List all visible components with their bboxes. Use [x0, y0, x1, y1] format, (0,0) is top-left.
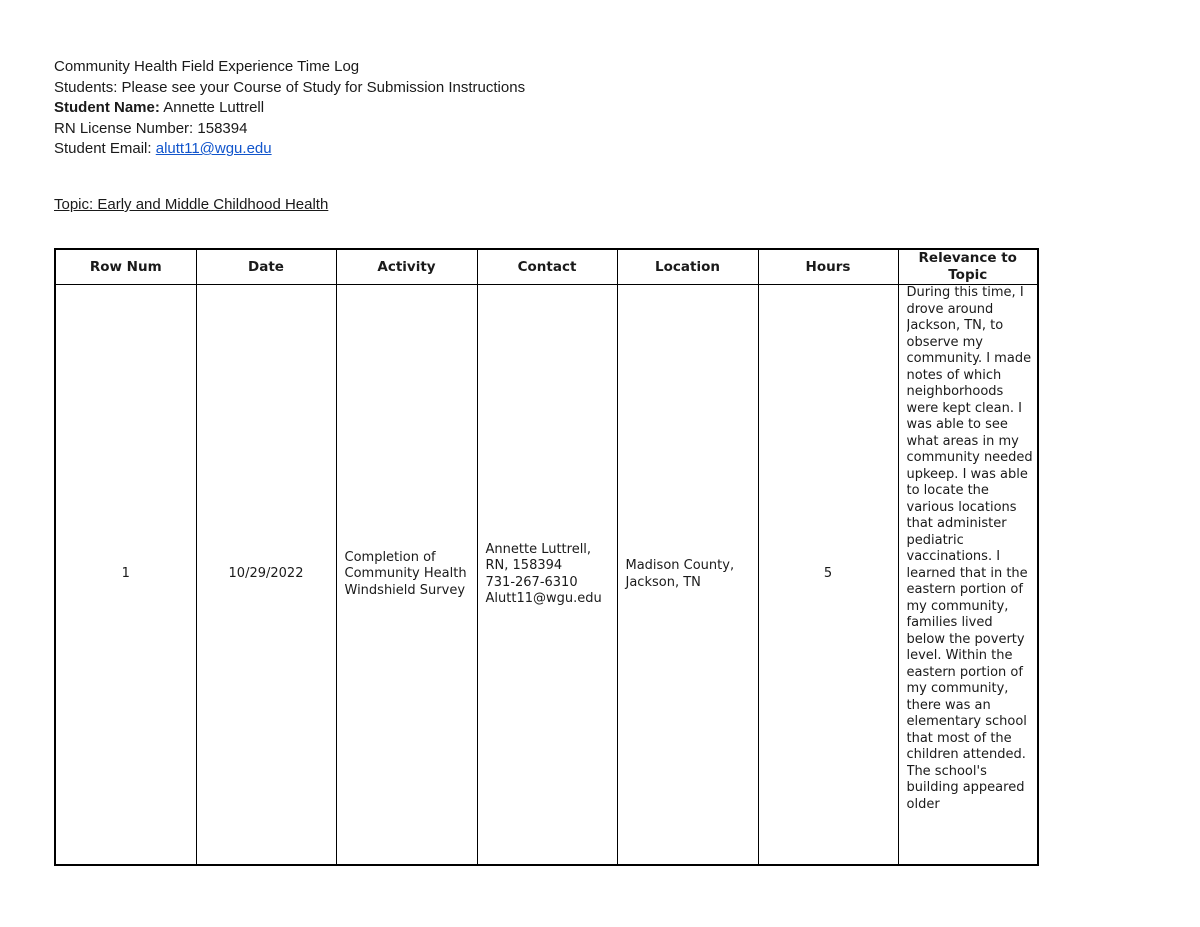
student-name-value: Annette Luttrell [163, 99, 265, 116]
student-name-label: Student Name: [54, 99, 160, 116]
email-label: Student Email: [54, 140, 152, 157]
column-header-location: Location [617, 249, 758, 285]
cell-activity: Completion of Community Health Windshield Survey [336, 285, 477, 866]
column-header-date: Date [196, 249, 336, 285]
topic-heading: Topic: Early and Middle Childhood Health [54, 196, 329, 213]
document-title: Community Health Field Experience Time Log [54, 58, 360, 75]
contact-email: Alutt11@wgu.edu [485, 591, 602, 606]
contact-phone: 731-267-6310 [485, 574, 578, 590]
cell-hours: 5 [758, 285, 898, 866]
email-link[interactable]: alutt11@wgu.edu [155, 140, 272, 157]
license-line [54, 119, 525, 140]
cell-row-num: 1 [55, 285, 196, 866]
cell-date: 10/29/2022 [196, 285, 336, 866]
cell-contact [477, 285, 617, 866]
contact-name: Annette Luttrell, RN, 158394 [485, 541, 592, 573]
document-header [54, 57, 525, 160]
time-log-table [54, 248, 1039, 866]
submission-instructions: Students: Please see your Course of Study for Submission Instructions [54, 78, 526, 96]
cell-location: Madison County, Jackson, TN [617, 285, 758, 866]
column-header-relevance: Relevance to Topic [898, 249, 1038, 285]
column-header-contact: Contact [477, 249, 617, 285]
relevance-text: During this time, I drove around Jackson, TN, to observe my community. I made notes of which neighborhoods were kept clean. I was able to see what areas in my community needed upkeep. I was able to locate the various locations that administer pediatric vaccinations. I learned that in the eastern portion of my community, families lived below the poverty level. Within the eastern portion of my community, there was an elementary school that most of the children attended. The school's building appeared older [906, 285, 1033, 812]
license-label: RN License Number: [54, 119, 194, 137]
column-header-hours: Hours [758, 249, 898, 285]
email-line [54, 139, 525, 160]
cell-relevance [898, 285, 1038, 866]
column-header-row-num: Row Num [55, 249, 196, 285]
license-number: 158394 [197, 119, 248, 137]
student-name-line [54, 98, 525, 119]
table-row [55, 285, 1038, 866]
table-header-row [55, 249, 1038, 285]
column-header-activity: Activity [336, 249, 477, 285]
